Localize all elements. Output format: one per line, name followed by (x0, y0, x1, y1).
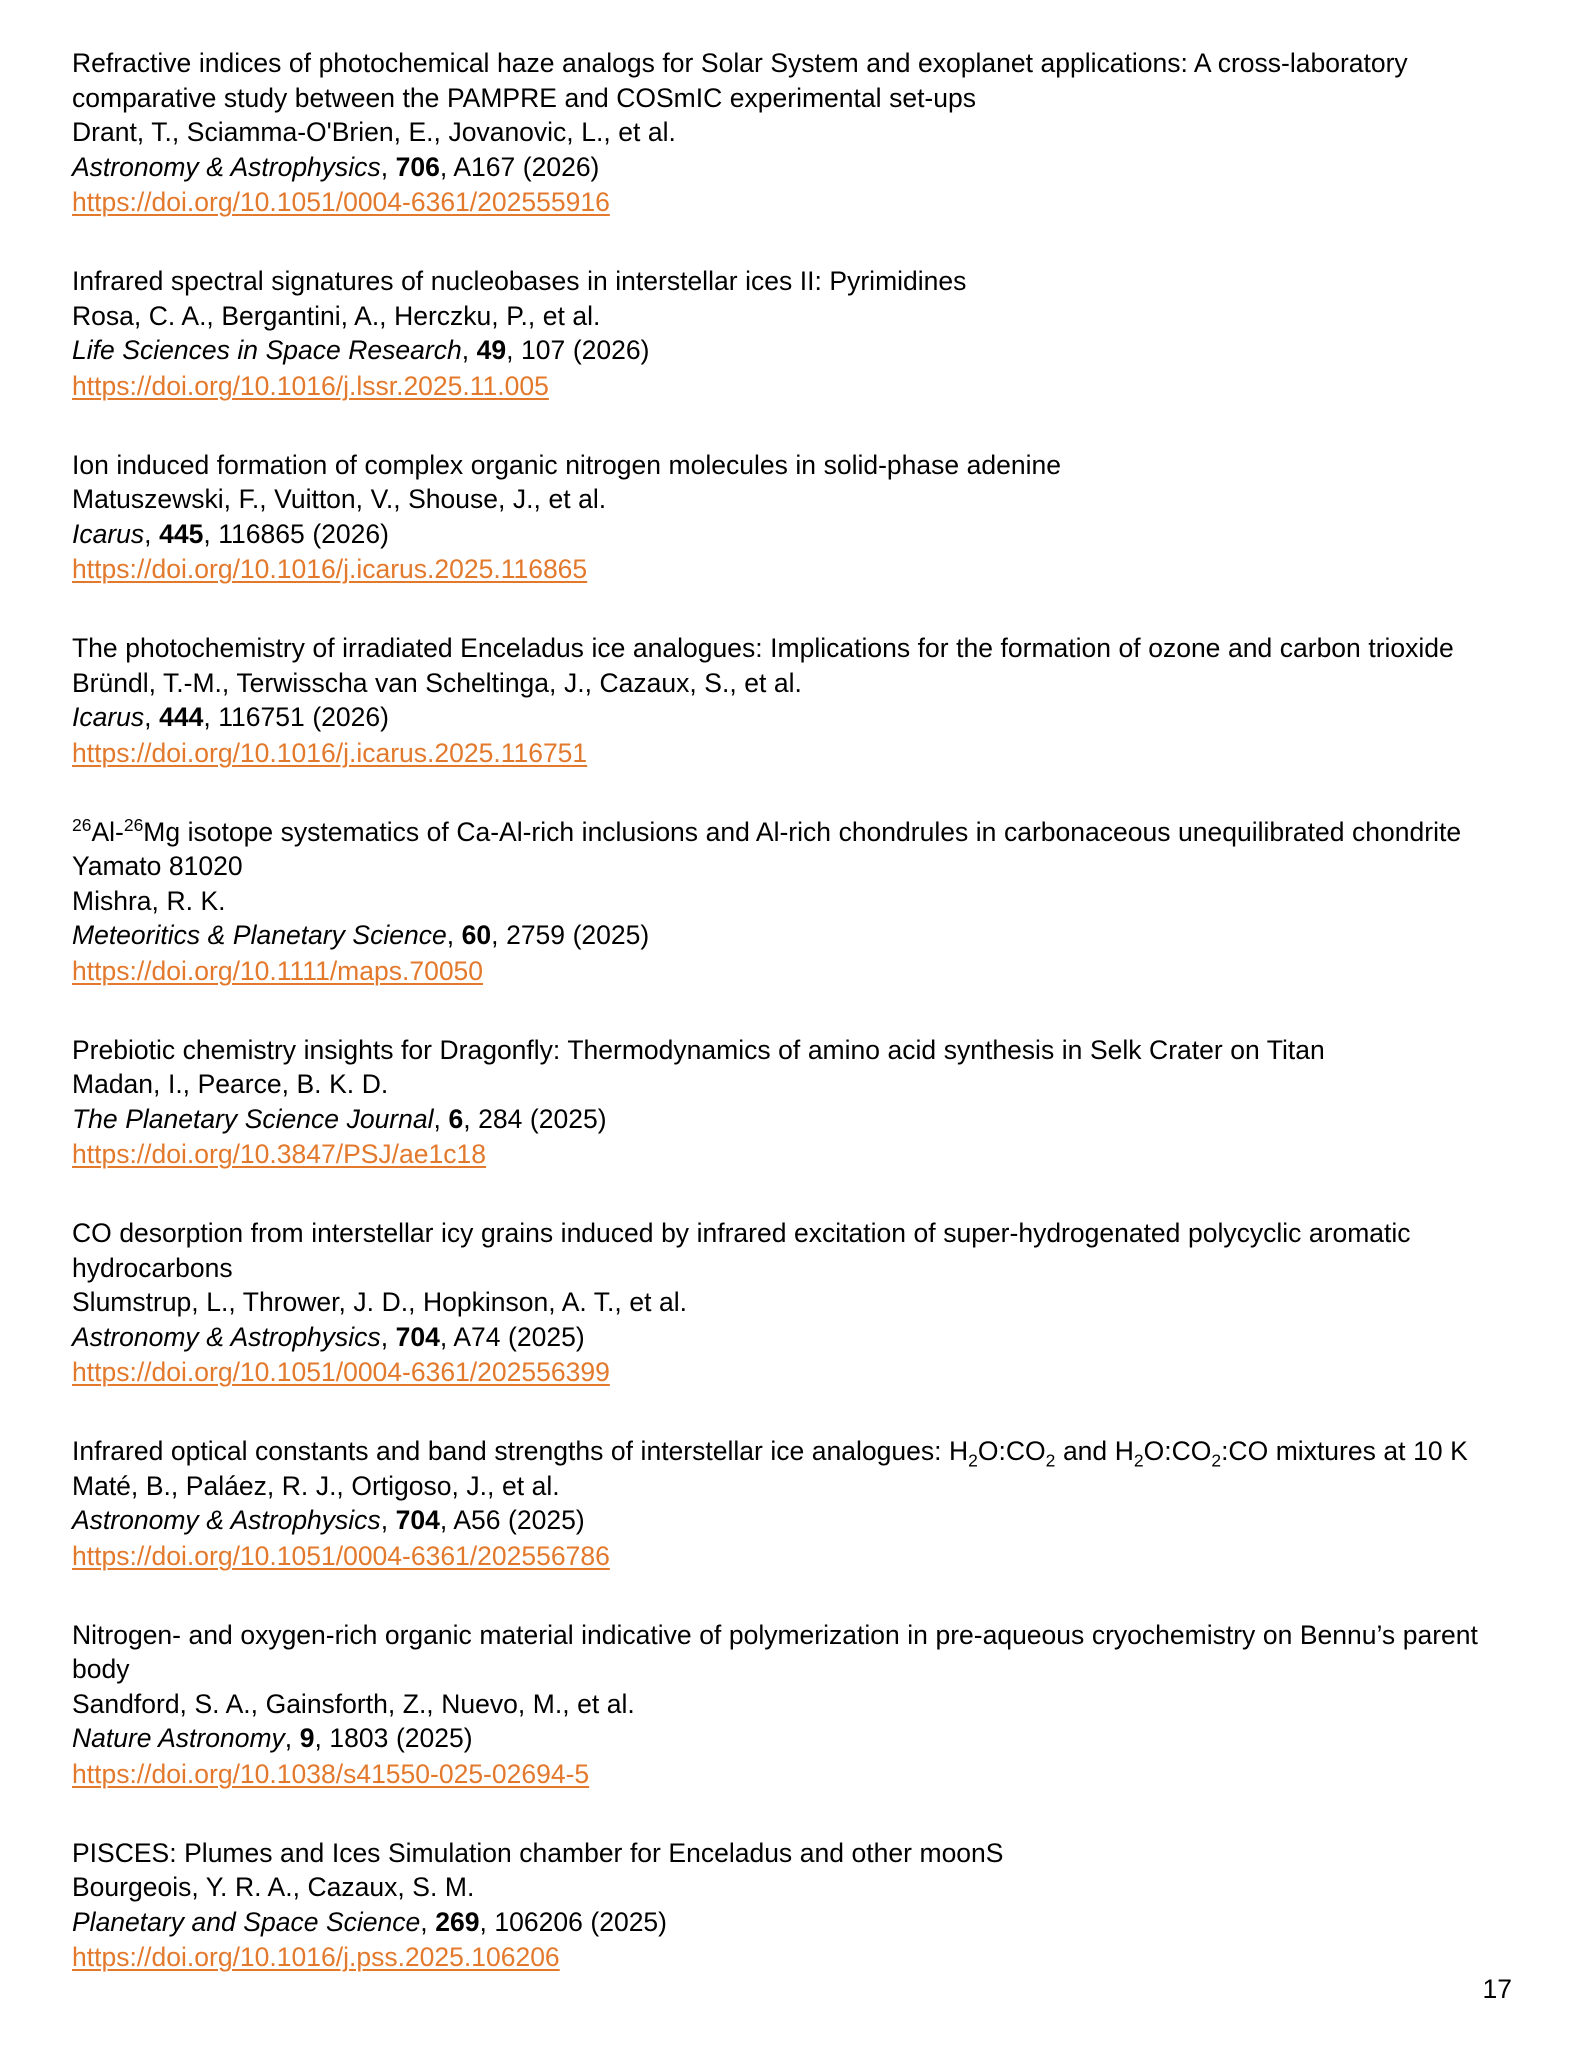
reference-title: PISCES: Plumes and Ices Simulation chamber for Enceladus and other moonS (72, 1837, 1004, 1868)
reference-entry (72, 815, 1510, 989)
reference-journal: Icarus, 445, 116865 (2026) (72, 518, 389, 549)
reference-doi-line (72, 1354, 1510, 1390)
reference-title: Ion induced formation of complex organic nitrogen molecules in solid-phase adenine (72, 449, 1061, 480)
journal-year: (2025) (529, 1103, 607, 1134)
journal-year: (2026) (522, 151, 600, 182)
journal-name: Astronomy & Astrophysics (72, 1505, 381, 1535)
reference-title: Prebiotic chemistry insights for Dragonfly: Thermodynamics of amino acid synthesis in Selk Crater on Titan (72, 1034, 1325, 1065)
journal-name: Astronomy & Astrophysics (72, 1321, 381, 1352)
journal-name: Planetary and Space Science (72, 1906, 421, 1937)
doi-link[interactable]: https://doi.org/10.1016/j.lssr.2025.11.005 (72, 370, 549, 401)
journal-name: Icarus (72, 518, 145, 549)
reference-title: Infrared spectral signatures of nucleobases in interstellar ices II: Pyrimidines (72, 266, 967, 296)
reference-authors: Sandford, S. A., Gainsforth, Z., Nuevo, M., et al. (72, 1688, 635, 1719)
journal-volume: 444 (159, 702, 204, 732)
reference-entry (72, 46, 1510, 220)
journal-volume: 269 (435, 1906, 480, 1937)
doi-link[interactable]: https://doi.org/10.1111/maps.70050 (72, 955, 484, 986)
journal-name: Nature Astronomy (72, 1723, 285, 1753)
journal-pages: 284 (478, 1103, 523, 1134)
doi-link[interactable]: https://doi.org/10.1051/0004-6361/202556786 (72, 1540, 610, 1571)
reference-authors: Maté, B., Paláez, R. J., Ortigoso, J., et al. (72, 1470, 560, 1501)
journal-volume: 704 (395, 1321, 440, 1352)
journal-volume: 60 (461, 920, 492, 950)
reference-doi-line (72, 1939, 1510, 1975)
journal-pages: A167 (453, 151, 516, 182)
journal-year: (2025) (572, 920, 650, 950)
journal-year: (2025) (508, 1505, 585, 1535)
reference-journal: Astronomy & Astrophysics, 704, A74 (2025) (72, 1321, 585, 1352)
reference-authors: Drant, T., Sciamma-O'Brien, E., Jovanovic, L., et al. (72, 117, 676, 147)
reference-entry (72, 1216, 1510, 1390)
reference-authors: Matuszewski, F., Vuitton, V., Shouse, J., et al. (72, 484, 607, 514)
reference-journal: Astronomy & Astrophysics, 704, A56 (2025) (72, 1505, 585, 1535)
reference-entry (72, 1618, 1510, 1792)
journal-name: Astronomy & Astrophysics (72, 151, 381, 182)
journal-name: The Planetary Science Journal (72, 1103, 434, 1134)
reference-doi-line (72, 1136, 1510, 1172)
reference-title: $^{26}$Al-$^{26}$Mg isotope systematics of Ca-Al-rich inclusions and Al-rich chondrules in carbonaceous unequilibrated chondrite Yamato 81020 (72, 814, 1462, 881)
reference-journal: Life Sciences in Space Research, 49, 107 (2026) (72, 335, 650, 365)
journal-pages: A74 (453, 1321, 501, 1352)
journal-pages: A56 (453, 1505, 501, 1535)
doi-link[interactable]: https://doi.org/10.1016/j.pss.2025.106206 (72, 1942, 560, 1972)
doi-link[interactable]: https://doi.org/10.1051/0004-6361/202556399 (72, 1357, 610, 1387)
reference-doi-line (72, 184, 1510, 220)
reference-authors: Mishra, R. K. (72, 885, 226, 916)
page-number: 17 (1482, 1974, 1512, 2004)
reference-list (72, 46, 1510, 1975)
journal-year: (2025) (395, 1723, 473, 1753)
reference-doi-line (72, 368, 1510, 404)
doi-link[interactable]: https://doi.org/10.1051/0004-6361/202555916 (72, 187, 610, 217)
journal-pages: 2759 (506, 920, 566, 950)
journal-year: (2026) (572, 335, 650, 365)
reference-authors: Bourgeois, Y. R. A., Cazaux, S. M. (72, 1872, 475, 1902)
journal-volume: 445 (159, 518, 204, 549)
journal-pages: 106206 (494, 1906, 583, 1937)
journal-pages: 1803 (329, 1723, 389, 1753)
reference-title: The photochemistry of irradiated Enceladus ice analogues: Implications for the formation of ozone and carbon trioxide (72, 633, 1454, 663)
reference-journal: Astronomy & Astrophysics, 706, A167 (2026) (72, 151, 600, 182)
reference-entry (72, 1033, 1510, 1173)
reference-title: Refractive indices of photochemical haze analogs for Solar System and exoplanet applications: A cross-laboratory comparative study between the PAMPRE and COSmIC experimental set-ups (72, 48, 1408, 113)
reference-authors: Bründl, T.-M., Terwisscha van Scheltinga, J., Cazaux, S., et al. (72, 667, 802, 698)
reference-doi-line (72, 1538, 1510, 1574)
reference-entry (72, 1836, 1510, 1976)
reference-journal: Icarus, 444, 116751 (2026) (72, 702, 389, 732)
reference-title: Infrared optical constants and band strengths of interstellar ice analogues: $H_2O:CO_2$ and $H_2O:CO_2:CO$ mixtures at 10 K (72, 1436, 1468, 1471)
journal-volume: 706 (395, 151, 440, 182)
journal-volume: 704 (395, 1505, 440, 1535)
doi-link[interactable]: https://doi.org/10.1016/j.icarus.2025.116865 (72, 554, 588, 584)
reference-entry (72, 264, 1510, 404)
reference-entry (72, 631, 1510, 771)
journal-name: Life Sciences in Space Research (72, 335, 462, 365)
reference-entry (72, 448, 1510, 588)
reference-journal: Meteoritics & Planetary Science, 60, 2759 (2025) (72, 920, 650, 950)
reference-authors: Madan, I., Pearce, B. K. D. (72, 1069, 389, 1099)
journal-name: Icarus (72, 702, 145, 732)
journal-volume: 9 (299, 1723, 315, 1753)
reference-doi-line (72, 735, 1510, 771)
journal-year: (2025) (508, 1321, 585, 1352)
reference-journal: Planetary and Space Science, 269, 106206 (2025) (72, 1906, 667, 1937)
journal-name: Meteoritics & Planetary Science (72, 920, 447, 950)
journal-year: (2025) (590, 1906, 667, 1937)
reference-authors: Slumstrup, L., Thrower, J. D., Hopkinson, A. T., et al. (72, 1287, 688, 1317)
journal-year: (2026) (312, 702, 389, 732)
journal-pages: 116865 (218, 518, 305, 549)
reference-title: CO desorption from interstellar icy grains induced by infrared excitation of super-hydrogenated polycyclic aromatic hydrocarbons (72, 1218, 1411, 1283)
journal-year: (2026) (312, 518, 389, 549)
reference-journal: The Planetary Science Journal, 6, 284 (2025) (72, 1103, 607, 1134)
journal-volume: 6 (448, 1103, 464, 1134)
reference-doi-line (72, 1756, 1510, 1792)
reference-journal: Nature Astronomy, 9, 1803 (2025) (72, 1723, 473, 1753)
reference-doi-line (72, 953, 1510, 989)
reference-entry (72, 1434, 1510, 1574)
journal-volume: 49 (476, 335, 507, 365)
reference-doi-line (72, 551, 1510, 587)
doi-link[interactable]: https://doi.org/10.3847/PSJ/ae1c18 (72, 1139, 486, 1169)
doi-link[interactable]: https://doi.org/10.1038/s41550-025-02694-5 (72, 1758, 590, 1789)
journal-pages: 116751 (218, 702, 305, 732)
journal-pages: 107 (521, 335, 566, 365)
reference-title: Nitrogen- and oxygen-rich organic material indicative of polymerization in pre-aqueous cryochemistry on Bennu’s parent body (72, 1619, 1478, 1684)
reference-authors: Rosa, C. A., Bergantini, A., Herczku, P., et al. (72, 300, 601, 331)
doi-link[interactable]: https://doi.org/10.1016/j.icarus.2025.116751 (72, 737, 588, 768)
